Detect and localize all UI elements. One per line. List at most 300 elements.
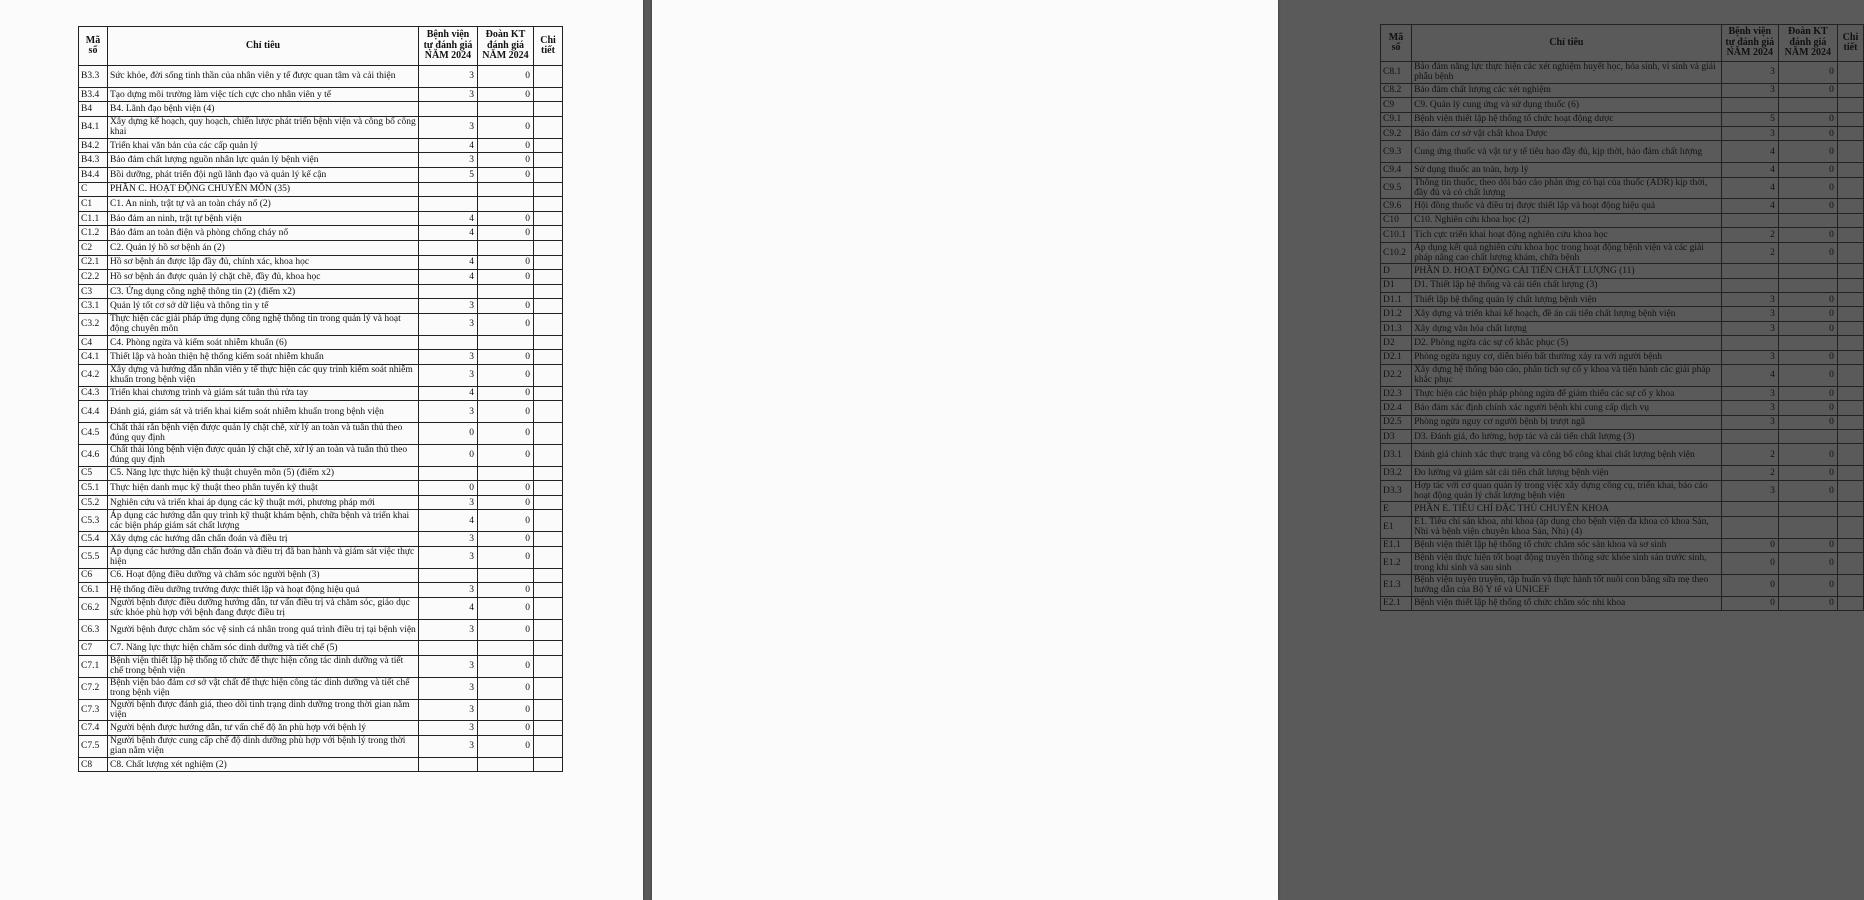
row-detail	[534, 641, 563, 656]
row-code: C9.2	[1381, 126, 1412, 140]
header-self-eval: Bệnh viện tự đánh giá NĂM 2024	[419, 27, 478, 66]
row-criteria: Người bệnh được cung cấp chế độ dinh dưỡng phù hợp với bệnh lý trong thời gian nằm viện	[108, 736, 419, 758]
row-self-eval: 4	[419, 226, 478, 241]
row-criteria: Hợp tác với cơ quan quản lý trong việc xây dựng công cụ, triển khai, báo cáo hoạt động quản lý chất lượng bệnh viện	[1412, 480, 1722, 502]
row-code: D1	[1381, 278, 1412, 292]
row-code: C8.1	[1381, 62, 1412, 84]
row-code: C6.2	[79, 597, 108, 619]
row-criteria: Chất thải rắn bệnh viện được quản lý chặt chẽ, xử lý an toàn và tuân thủ theo đúng quy định	[108, 423, 419, 445]
table-row	[79, 641, 563, 656]
row-team-eval: 0	[1778, 386, 1837, 400]
row-team-eval: 0	[478, 226, 534, 241]
row-criteria: C9. Quản lý cung ứng và sử dụng thuốc (6)	[1412, 98, 1722, 112]
row-self-eval: 4	[419, 386, 478, 401]
table-row	[79, 495, 563, 510]
row-code: C9.5	[1381, 177, 1412, 199]
row-team-eval: 0	[478, 619, 534, 641]
row-team-eval: 0	[478, 116, 534, 138]
row-criteria: Thiết lập và hoàn thiện hệ thống kiểm soát nhiễm khuẩn	[108, 350, 419, 365]
row-criteria: Áp dụng các hướng dẫn chẩn đoán và điều trị đã ban hành và giám sát việc thực hiện	[108, 546, 419, 568]
row-criteria: Bệnh viện thiết lập hệ thống tổ chức chăm sóc nhi khoa	[1412, 596, 1722, 610]
row-criteria: Hội đồng thuốc và điều trị được thiết lập và hoạt động hiệu quả	[1412, 199, 1722, 213]
row-code: C9.1	[1381, 112, 1412, 126]
row-team-eval	[1778, 264, 1837, 278]
row-criteria: Bệnh viện thực hiện tốt hoạt động truyền thông sức khỏe sinh sản trước sinh, trong khi sinh và sau sinh	[1412, 552, 1722, 574]
row-detail	[1837, 538, 1863, 552]
row-detail	[1837, 430, 1863, 444]
row-team-eval: 0	[478, 299, 534, 314]
row-team-eval: 0	[1778, 228, 1837, 242]
row-team-eval: 0	[478, 677, 534, 699]
row-criteria: B4. Lãnh đạo bệnh viện (4)	[108, 102, 419, 117]
row-detail	[1837, 242, 1863, 264]
table-row	[1381, 480, 1864, 502]
row-self-eval: 3	[1721, 293, 1778, 307]
row-detail	[534, 167, 563, 182]
row-code: D2	[1381, 336, 1412, 350]
row-detail	[1837, 401, 1863, 415]
row-detail	[534, 284, 563, 299]
row-criteria: Bệnh viện thiết lập hệ thống tổ chức chăm sóc sản khoa và sơ sinh	[1412, 538, 1722, 552]
row-team-eval: 0	[478, 167, 534, 182]
row-detail	[1837, 336, 1863, 350]
row-self-eval: 4	[1721, 199, 1778, 213]
row-code: D2.4	[1381, 401, 1412, 415]
row-code: C9.6	[1381, 199, 1412, 213]
row-code: C	[79, 182, 108, 197]
row-team-eval: 0	[1778, 365, 1837, 387]
row-detail	[1837, 466, 1863, 480]
table-row	[79, 240, 563, 255]
row-self-eval: 0	[1721, 574, 1778, 596]
table-row	[1381, 430, 1864, 444]
row-criteria: Triển khai văn bản của các cấp quản lý	[108, 138, 419, 153]
row-team-eval: 0	[1778, 574, 1837, 596]
row-detail	[534, 656, 563, 678]
row-self-eval: 4	[419, 270, 478, 285]
row-self-eval	[1721, 430, 1778, 444]
row-team-eval	[1778, 213, 1837, 227]
row-detail	[534, 211, 563, 226]
table-row	[1381, 516, 1864, 538]
row-detail	[534, 66, 563, 88]
row-team-eval	[478, 466, 534, 481]
row-detail	[534, 226, 563, 241]
row-self-eval	[419, 182, 478, 197]
row-self-eval: 3	[419, 66, 478, 88]
row-code: D1.1	[1381, 293, 1412, 307]
table-row	[1381, 336, 1864, 350]
row-detail	[1837, 444, 1863, 466]
row-detail	[1837, 98, 1863, 112]
row-code: C7.2	[79, 677, 108, 699]
row-team-eval: 0	[478, 656, 534, 678]
row-self-eval: 3	[419, 401, 478, 423]
row-self-eval: 3	[1721, 83, 1778, 97]
row-code: C9.3	[1381, 141, 1412, 163]
row-code: D1.2	[1381, 307, 1412, 321]
row-code: C7.1	[79, 656, 108, 678]
row-criteria: Nghiên cứu và triển khai áp dụng các kỹ thuật mới, phương pháp mới	[108, 495, 419, 510]
row-self-eval: 4	[419, 597, 478, 619]
row-team-eval: 0	[478, 401, 534, 423]
row-detail	[1837, 365, 1863, 387]
row-detail	[1837, 307, 1863, 321]
row-team-eval: 0	[1778, 321, 1837, 335]
row-code: E	[1381, 502, 1412, 516]
table-row	[79, 597, 563, 619]
row-criteria: Xây dựng các hướng dẫn chẩn đoán và điều trị	[108, 532, 419, 547]
row-team-eval	[478, 641, 534, 656]
row-self-eval: 3	[419, 350, 478, 365]
row-criteria: Bảo đảm an toàn điện và phòng chống cháy nổ	[108, 226, 419, 241]
row-detail	[534, 677, 563, 699]
table-row	[79, 481, 563, 496]
row-team-eval: 0	[478, 350, 534, 365]
table-row	[1381, 444, 1864, 466]
row-code: B4.3	[79, 153, 108, 168]
row-code: C1.1	[79, 211, 108, 226]
row-criteria: Hồ sơ bệnh án được lập đầy đủ, chính xác, khoa học	[108, 255, 419, 270]
row-team-eval: 0	[478, 736, 534, 758]
table-row	[79, 401, 563, 423]
row-team-eval	[478, 197, 534, 212]
table-row	[79, 364, 563, 386]
row-criteria: Sử dụng thuốc an toàn, hợp lý	[1412, 163, 1722, 177]
row-self-eval: 2	[1721, 242, 1778, 264]
row-code: C6.1	[79, 583, 108, 598]
row-detail	[1837, 350, 1863, 364]
row-team-eval	[478, 240, 534, 255]
row-detail	[1837, 228, 1863, 242]
row-criteria: Chất thải lỏng bệnh viện được quản lý chặt chẽ, xử lý an toàn và tuân thủ theo đúng quy định	[108, 444, 419, 466]
row-self-eval: 2	[1721, 466, 1778, 480]
table-row	[79, 350, 563, 365]
row-code: C5.1	[79, 481, 108, 496]
row-team-eval: 0	[478, 270, 534, 285]
row-self-eval: 3	[1721, 350, 1778, 364]
header-criteria: Chỉ tiêu	[108, 27, 419, 66]
table-row	[79, 546, 563, 568]
row-detail	[1837, 552, 1863, 574]
row-detail	[1837, 141, 1863, 163]
row-team-eval: 0	[478, 481, 534, 496]
header-team-eval: Đoàn KT đánh giá NĂM 2024	[478, 27, 534, 66]
row-team-eval: 0	[478, 255, 534, 270]
row-self-eval: 4	[1721, 177, 1778, 199]
row-self-eval: 3	[1721, 415, 1778, 429]
row-detail	[534, 699, 563, 721]
row-detail	[1837, 264, 1863, 278]
table-row	[79, 167, 563, 182]
row-team-eval: 0	[478, 386, 534, 401]
row-criteria: Người bệnh được đánh giá, theo dõi tình trạng dinh dưỡng trong thời gian nằm viện	[108, 699, 419, 721]
table-row	[1381, 386, 1864, 400]
row-detail	[534, 532, 563, 547]
row-self-eval	[419, 102, 478, 117]
row-detail	[1837, 177, 1863, 199]
row-self-eval: 3	[419, 116, 478, 138]
header-detail: Chi tiết	[534, 27, 563, 66]
row-detail	[534, 619, 563, 641]
row-self-eval: 0	[1721, 538, 1778, 552]
row-code: C2	[79, 240, 108, 255]
row-self-eval: 3	[419, 583, 478, 598]
row-detail	[534, 386, 563, 401]
row-criteria: E1. Tiêu chí sản khoa, nhi khoa (áp dụng cho bệnh viện đa khoa có khoa Sản, Nhi và bệnh viện chuyên khoa Sản, Nhi) (4)	[1412, 516, 1722, 538]
row-code: C5	[79, 466, 108, 481]
row-detail	[534, 102, 563, 117]
row-team-eval: 0	[478, 211, 534, 226]
row-criteria: Người bệnh được chăm sóc vệ sinh cá nhân trong quá trình điều trị tại bệnh viện	[108, 619, 419, 641]
row-criteria: Thông tin thuốc, theo dõi báo cáo phản ứng có hại của thuốc (ADR) kịp thời, đầy đủ và có chất lượng	[1412, 177, 1722, 199]
row-self-eval	[1721, 213, 1778, 227]
row-criteria: D1. Thiết lập hệ thống và cải tiến chất lượng (3)	[1412, 278, 1722, 292]
row-self-eval: 4	[419, 255, 478, 270]
row-team-eval: 0	[478, 66, 534, 88]
row-code: C4	[79, 335, 108, 350]
row-code: C4.3	[79, 386, 108, 401]
row-detail	[534, 255, 563, 270]
row-team-eval: 0	[478, 153, 534, 168]
row-criteria: PHẦN E. TIÊU CHÍ ĐẶC THÙ CHUYÊN KHOA	[1412, 502, 1722, 516]
row-team-eval: 0	[1778, 552, 1837, 574]
row-self-eval: 3	[419, 364, 478, 386]
row-criteria: C7. Năng lực thực hiện chăm sóc dinh dưỡng và tiết chế (5)	[108, 641, 419, 656]
table-row	[79, 102, 563, 117]
row-code: C9.4	[1381, 163, 1412, 177]
row-code: C10.1	[1381, 228, 1412, 242]
row-code: C7.5	[79, 736, 108, 758]
row-code: D2.1	[1381, 350, 1412, 364]
row-team-eval	[478, 568, 534, 583]
row-code: C2.2	[79, 270, 108, 285]
row-team-eval: 0	[478, 721, 534, 736]
row-detail	[1837, 213, 1863, 227]
row-team-eval: 0	[478, 444, 534, 466]
row-self-eval	[1721, 516, 1778, 538]
table-row	[79, 197, 563, 212]
row-code: E1.3	[1381, 574, 1412, 596]
table-row	[1381, 213, 1864, 227]
table-row	[79, 444, 563, 466]
row-code: C8	[79, 757, 108, 772]
table-row	[79, 721, 563, 736]
table-row	[1381, 307, 1864, 321]
row-code: B4.2	[79, 138, 108, 153]
row-self-eval: 4	[1721, 365, 1778, 387]
row-self-eval: 0	[419, 481, 478, 496]
row-code: B4.4	[79, 167, 108, 182]
row-code: C4.4	[79, 401, 108, 423]
row-self-eval: 3	[1721, 386, 1778, 400]
table-row	[79, 656, 563, 678]
row-code: C4.5	[79, 423, 108, 445]
table-row	[1381, 538, 1864, 552]
table-row	[79, 255, 563, 270]
row-detail	[1837, 126, 1863, 140]
row-criteria: Bồi dưỡng, phát triển đội ngũ lãnh đạo và quản lý kế cận	[108, 167, 419, 182]
row-criteria: Đánh giá, giám sát và triển khai kiểm soát nhiễm khuẩn trong bệnh viện	[108, 401, 419, 423]
row-team-eval: 0	[1778, 350, 1837, 364]
row-code: E1.1	[1381, 538, 1412, 552]
row-criteria: Đo lường và giám sát cải tiến chất lượng bệnh viện	[1412, 466, 1722, 480]
row-team-eval: 0	[1778, 163, 1837, 177]
row-criteria: C1. An ninh, trật tự và an toàn cháy nổ (2)	[108, 197, 419, 212]
table-row	[1381, 242, 1864, 264]
table-row	[79, 284, 563, 299]
table-row	[1381, 365, 1864, 387]
row-self-eval: 0	[419, 444, 478, 466]
row-team-eval: 0	[1778, 307, 1837, 321]
row-code: C1	[79, 197, 108, 212]
row-code: C4.2	[79, 364, 108, 386]
row-code: E1.2	[1381, 552, 1412, 574]
table-row	[1381, 596, 1864, 610]
row-self-eval: 4	[1721, 141, 1778, 163]
row-team-eval: 0	[1778, 62, 1837, 84]
row-criteria: D3. Đánh giá, đo lường, hợp tác và cải tiến chất lượng (3)	[1412, 430, 1722, 444]
row-team-eval	[1778, 502, 1837, 516]
row-criteria: Áp dụng các hướng dẫn quy trình kỹ thuật khám bệnh, chữa bệnh và triển khai các biện pháp giám sát chất lượng	[108, 510, 419, 532]
row-self-eval: 4	[419, 211, 478, 226]
table-row	[79, 299, 563, 314]
row-detail	[1837, 574, 1863, 596]
row-detail	[534, 299, 563, 314]
row-code: C6.3	[79, 619, 108, 641]
row-self-eval: 3	[419, 677, 478, 699]
row-code: C10	[1381, 213, 1412, 227]
table-row	[79, 138, 563, 153]
row-detail	[534, 736, 563, 758]
row-team-eval	[1778, 430, 1837, 444]
row-team-eval	[478, 284, 534, 299]
row-detail	[1837, 199, 1863, 213]
row-criteria: Bệnh viện tuyên truyền, tập huấn và thực hành tốt nuôi con bằng sữa mẹ theo hướng dẫn của Bộ Y tế và UNICEF	[1412, 574, 1722, 596]
row-code: C5.5	[79, 546, 108, 568]
table-row	[1381, 401, 1864, 415]
table-row	[79, 211, 563, 226]
row-criteria: Hồ sơ bệnh án được quản lý chặt chẽ, đầy đủ, khoa học	[108, 270, 419, 285]
row-code: C10.2	[1381, 242, 1412, 264]
row-team-eval	[478, 182, 534, 197]
row-criteria: Bảo đảm cơ sở vật chất khoa Dược	[1412, 126, 1722, 140]
row-code: C8.2	[1381, 83, 1412, 97]
document-page-right	[652, 0, 1859, 900]
row-code: C9	[1381, 98, 1412, 112]
table-row	[79, 335, 563, 350]
row-team-eval: 0	[1778, 293, 1837, 307]
table-row	[79, 466, 563, 481]
row-criteria: Thực hiện các giải pháp ứng dụng công nghệ thông tin trong quản lý và hoạt động chuyên môn	[108, 313, 419, 335]
row-criteria: D2. Phòng ngừa các sự cố khắc phục (5)	[1412, 336, 1722, 350]
row-self-eval	[1721, 278, 1778, 292]
row-self-eval: 4	[1721, 163, 1778, 177]
row-criteria: Phòng ngừa nguy cơ người bệnh bị trượt ngã	[1412, 415, 1722, 429]
row-detail	[534, 568, 563, 583]
row-self-eval: 2	[1721, 444, 1778, 466]
row-self-eval: 3	[419, 532, 478, 547]
row-team-eval	[1778, 516, 1837, 538]
row-self-eval: 3	[419, 721, 478, 736]
row-detail	[1837, 83, 1863, 97]
header-code: Mã số	[1381, 25, 1412, 62]
row-self-eval	[419, 335, 478, 350]
row-detail	[534, 350, 563, 365]
row-detail	[534, 495, 563, 510]
row-code: C1.2	[79, 226, 108, 241]
row-detail	[534, 240, 563, 255]
row-code: C5.2	[79, 495, 108, 510]
row-code: D3	[1381, 430, 1412, 444]
table-row	[1381, 415, 1864, 429]
header-criteria: Chỉ tiêu	[1412, 25, 1722, 62]
row-criteria: PHẦN C. HOẠT ĐỘNG CHUYÊN MÔN (35)	[108, 182, 419, 197]
row-detail	[534, 182, 563, 197]
row-self-eval: 3	[1721, 62, 1778, 84]
row-criteria: Thực hiện danh mục kỹ thuật theo phân tuyến kỹ thuật	[108, 481, 419, 496]
row-team-eval: 0	[478, 364, 534, 386]
row-team-eval: 0	[1778, 466, 1837, 480]
row-team-eval: 0	[1778, 415, 1837, 429]
row-detail	[534, 335, 563, 350]
row-detail	[1837, 278, 1863, 292]
row-code: D3.1	[1381, 444, 1412, 466]
row-code: B4	[79, 102, 108, 117]
row-detail	[1837, 163, 1863, 177]
row-detail	[1837, 415, 1863, 429]
row-self-eval	[419, 240, 478, 255]
row-criteria: Thiết lập hệ thống quản lý chất lượng bệnh viện	[1412, 293, 1722, 307]
row-self-eval: 5	[419, 167, 478, 182]
table-row	[1381, 502, 1864, 516]
row-detail	[1837, 293, 1863, 307]
table-row	[1381, 574, 1864, 596]
row-code: D3.3	[1381, 480, 1412, 502]
row-criteria: Bệnh viện thiết lập hệ thống tổ chức hoạt động dược	[1412, 112, 1722, 126]
row-code: C5.4	[79, 532, 108, 547]
table-header-row	[1381, 25, 1864, 62]
row-team-eval: 0	[478, 138, 534, 153]
row-team-eval: 0	[478, 597, 534, 619]
row-criteria: Bệnh viện thiết lập hệ thống tổ chức để thực hiện công tác dinh dưỡng và tiết chế trong bệnh viện	[108, 656, 419, 678]
header-self-eval: Bệnh viện tự đánh giá NĂM 2024	[1721, 25, 1778, 62]
row-criteria: Sức khỏe, đời sống tinh thần của nhân viên y tế được quan tâm và cải thiện	[108, 66, 419, 88]
row-criteria: Hệ thống điều dưỡng trưởng được thiết lập và hoạt động hiệu quả	[108, 583, 419, 598]
row-code: C7	[79, 641, 108, 656]
row-self-eval: 3	[419, 299, 478, 314]
table-row	[1381, 112, 1864, 126]
table-row	[1381, 293, 1864, 307]
row-criteria: Tích cực triển khai hoạt động nghiên cứu khoa học	[1412, 228, 1722, 242]
row-criteria: C8. Chất lượng xét nghiệm (2)	[108, 757, 419, 772]
row-team-eval	[478, 102, 534, 117]
row-code: C4.1	[79, 350, 108, 365]
row-self-eval: 0	[1721, 596, 1778, 610]
row-detail	[1837, 62, 1863, 84]
row-team-eval: 0	[478, 87, 534, 102]
table-row	[79, 87, 563, 102]
row-team-eval: 0	[1778, 480, 1837, 502]
row-criteria: Xây dựng văn hóa chất lượng	[1412, 321, 1722, 335]
row-self-eval: 3	[419, 736, 478, 758]
row-criteria: Quản lý tốt cơ sở dữ liệu và thông tin y tế	[108, 299, 419, 314]
table-row	[1381, 278, 1864, 292]
row-self-eval: 3	[419, 619, 478, 641]
row-self-eval: 4	[419, 510, 478, 532]
header-code: Mã số	[79, 27, 108, 66]
row-self-eval: 3	[419, 153, 478, 168]
